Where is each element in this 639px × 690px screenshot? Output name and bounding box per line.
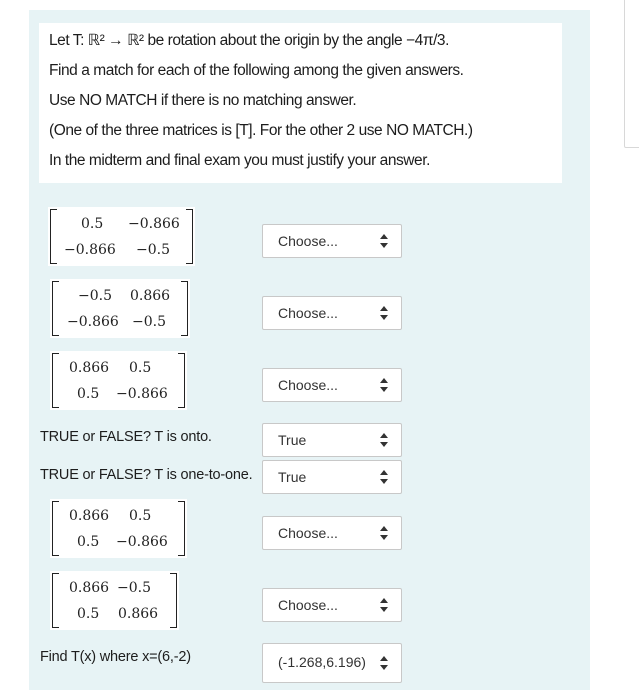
selected-value: Choose... <box>278 233 338 249</box>
matrix-cell: −0.866 <box>67 314 119 330</box>
select-arrows-icon <box>380 526 388 540</box>
select-arrows-icon <box>380 598 388 612</box>
left-bracket <box>52 501 59 556</box>
matrix-4-answer-select[interactable] <box>262 516 402 550</box>
matrix-2 <box>50 279 190 338</box>
left-bracket <box>52 353 59 408</box>
select-arrows-icon <box>380 433 388 447</box>
matrix-4 <box>50 499 187 558</box>
select-arrows-icon <box>380 306 388 320</box>
matrix-cell: 0.866 <box>69 360 110 376</box>
matrix-2-answer-select[interactable] <box>262 296 402 330</box>
left-bracket <box>52 281 59 336</box>
prompt-line-1: Let T: ℝ² → ℝ² be rotation about the origin by the angle −4π/3. <box>49 32 449 49</box>
matrix-cell: 0.866 <box>118 606 159 622</box>
matrix-cell: −0.866 <box>116 534 168 550</box>
find-tx-answer-select[interactable] <box>262 643 402 683</box>
prompt-line-5: In the midterm and final exam you must justify your answer. <box>49 152 430 169</box>
matrix-5 <box>50 571 179 630</box>
matrix-cell: −0.5 <box>136 242 170 258</box>
matrix-cell: −0.866 <box>64 242 116 258</box>
onto-question: TRUE or FALSE? T is onto. <box>40 429 212 445</box>
side-card <box>624 0 639 148</box>
selected-value: Choose... <box>278 305 338 321</box>
one-to-one-answer-select[interactable] <box>262 460 402 494</box>
matrix-5-answer-select[interactable] <box>262 588 402 622</box>
select-arrows-icon <box>380 378 388 392</box>
matrix-cell: −0.866 <box>116 386 168 402</box>
matrix-cell: 0.5 <box>77 386 100 402</box>
left-bracket <box>52 573 59 628</box>
matrix-cell: −0.866 <box>128 216 180 232</box>
find-tx-question: Find T(x) where x=(6,-2) <box>40 649 191 665</box>
right-bracket <box>170 573 177 628</box>
selected-value: Choose... <box>278 597 338 613</box>
matrix-cell: 0.866 <box>69 508 110 524</box>
matrix-1-answer-select[interactable] <box>262 224 402 258</box>
right-bracket <box>178 501 185 556</box>
right-bracket <box>178 353 185 408</box>
prompt-line-3: Use NO MATCH if there is no matching answer. <box>49 92 357 109</box>
onto-answer-select[interactable] <box>262 423 402 457</box>
matrix-cell: 0.5 <box>77 606 100 622</box>
matrix-cell: 0.5 <box>81 216 104 232</box>
select-arrows-icon <box>380 656 388 670</box>
select-arrows-icon <box>380 234 388 248</box>
prompt-line-2: Find a match for each of the following among the given answers. <box>49 62 464 79</box>
matrix-cell: −0.5 <box>78 288 112 304</box>
selected-value: True <box>278 469 307 485</box>
matrix-cell: 0.866 <box>130 288 171 304</box>
prompt-line-4: (One of the three matrices is [T]. For the other 2 use NO MATCH.) <box>49 122 473 139</box>
selected-value: (-1.268,6.196) <box>278 654 366 670</box>
select-arrows-icon <box>380 470 388 484</box>
matrix-cell: 0.5 <box>77 534 100 550</box>
selected-value: Choose... <box>278 377 338 393</box>
left-bracket <box>50 209 57 264</box>
matrix-cell: −0.5 <box>132 314 166 330</box>
matrix-cell: −0.5 <box>117 580 151 596</box>
selected-value: Choose... <box>278 525 338 541</box>
matrix-3 <box>50 351 187 410</box>
question-prompt <box>39 23 562 183</box>
matrix-cell: 0.866 <box>69 580 110 596</box>
matrix-1 <box>48 207 195 266</box>
right-bracket <box>186 209 193 264</box>
matrix-cell: 0.5 <box>129 508 152 524</box>
right-bracket <box>181 281 188 336</box>
matrix-cell: 0.5 <box>129 360 152 376</box>
one-to-one-question: TRUE or FALSE? T is one-to-one. <box>40 467 253 483</box>
matrix-3-answer-select[interactable] <box>262 368 402 402</box>
selected-value: True <box>278 432 307 448</box>
